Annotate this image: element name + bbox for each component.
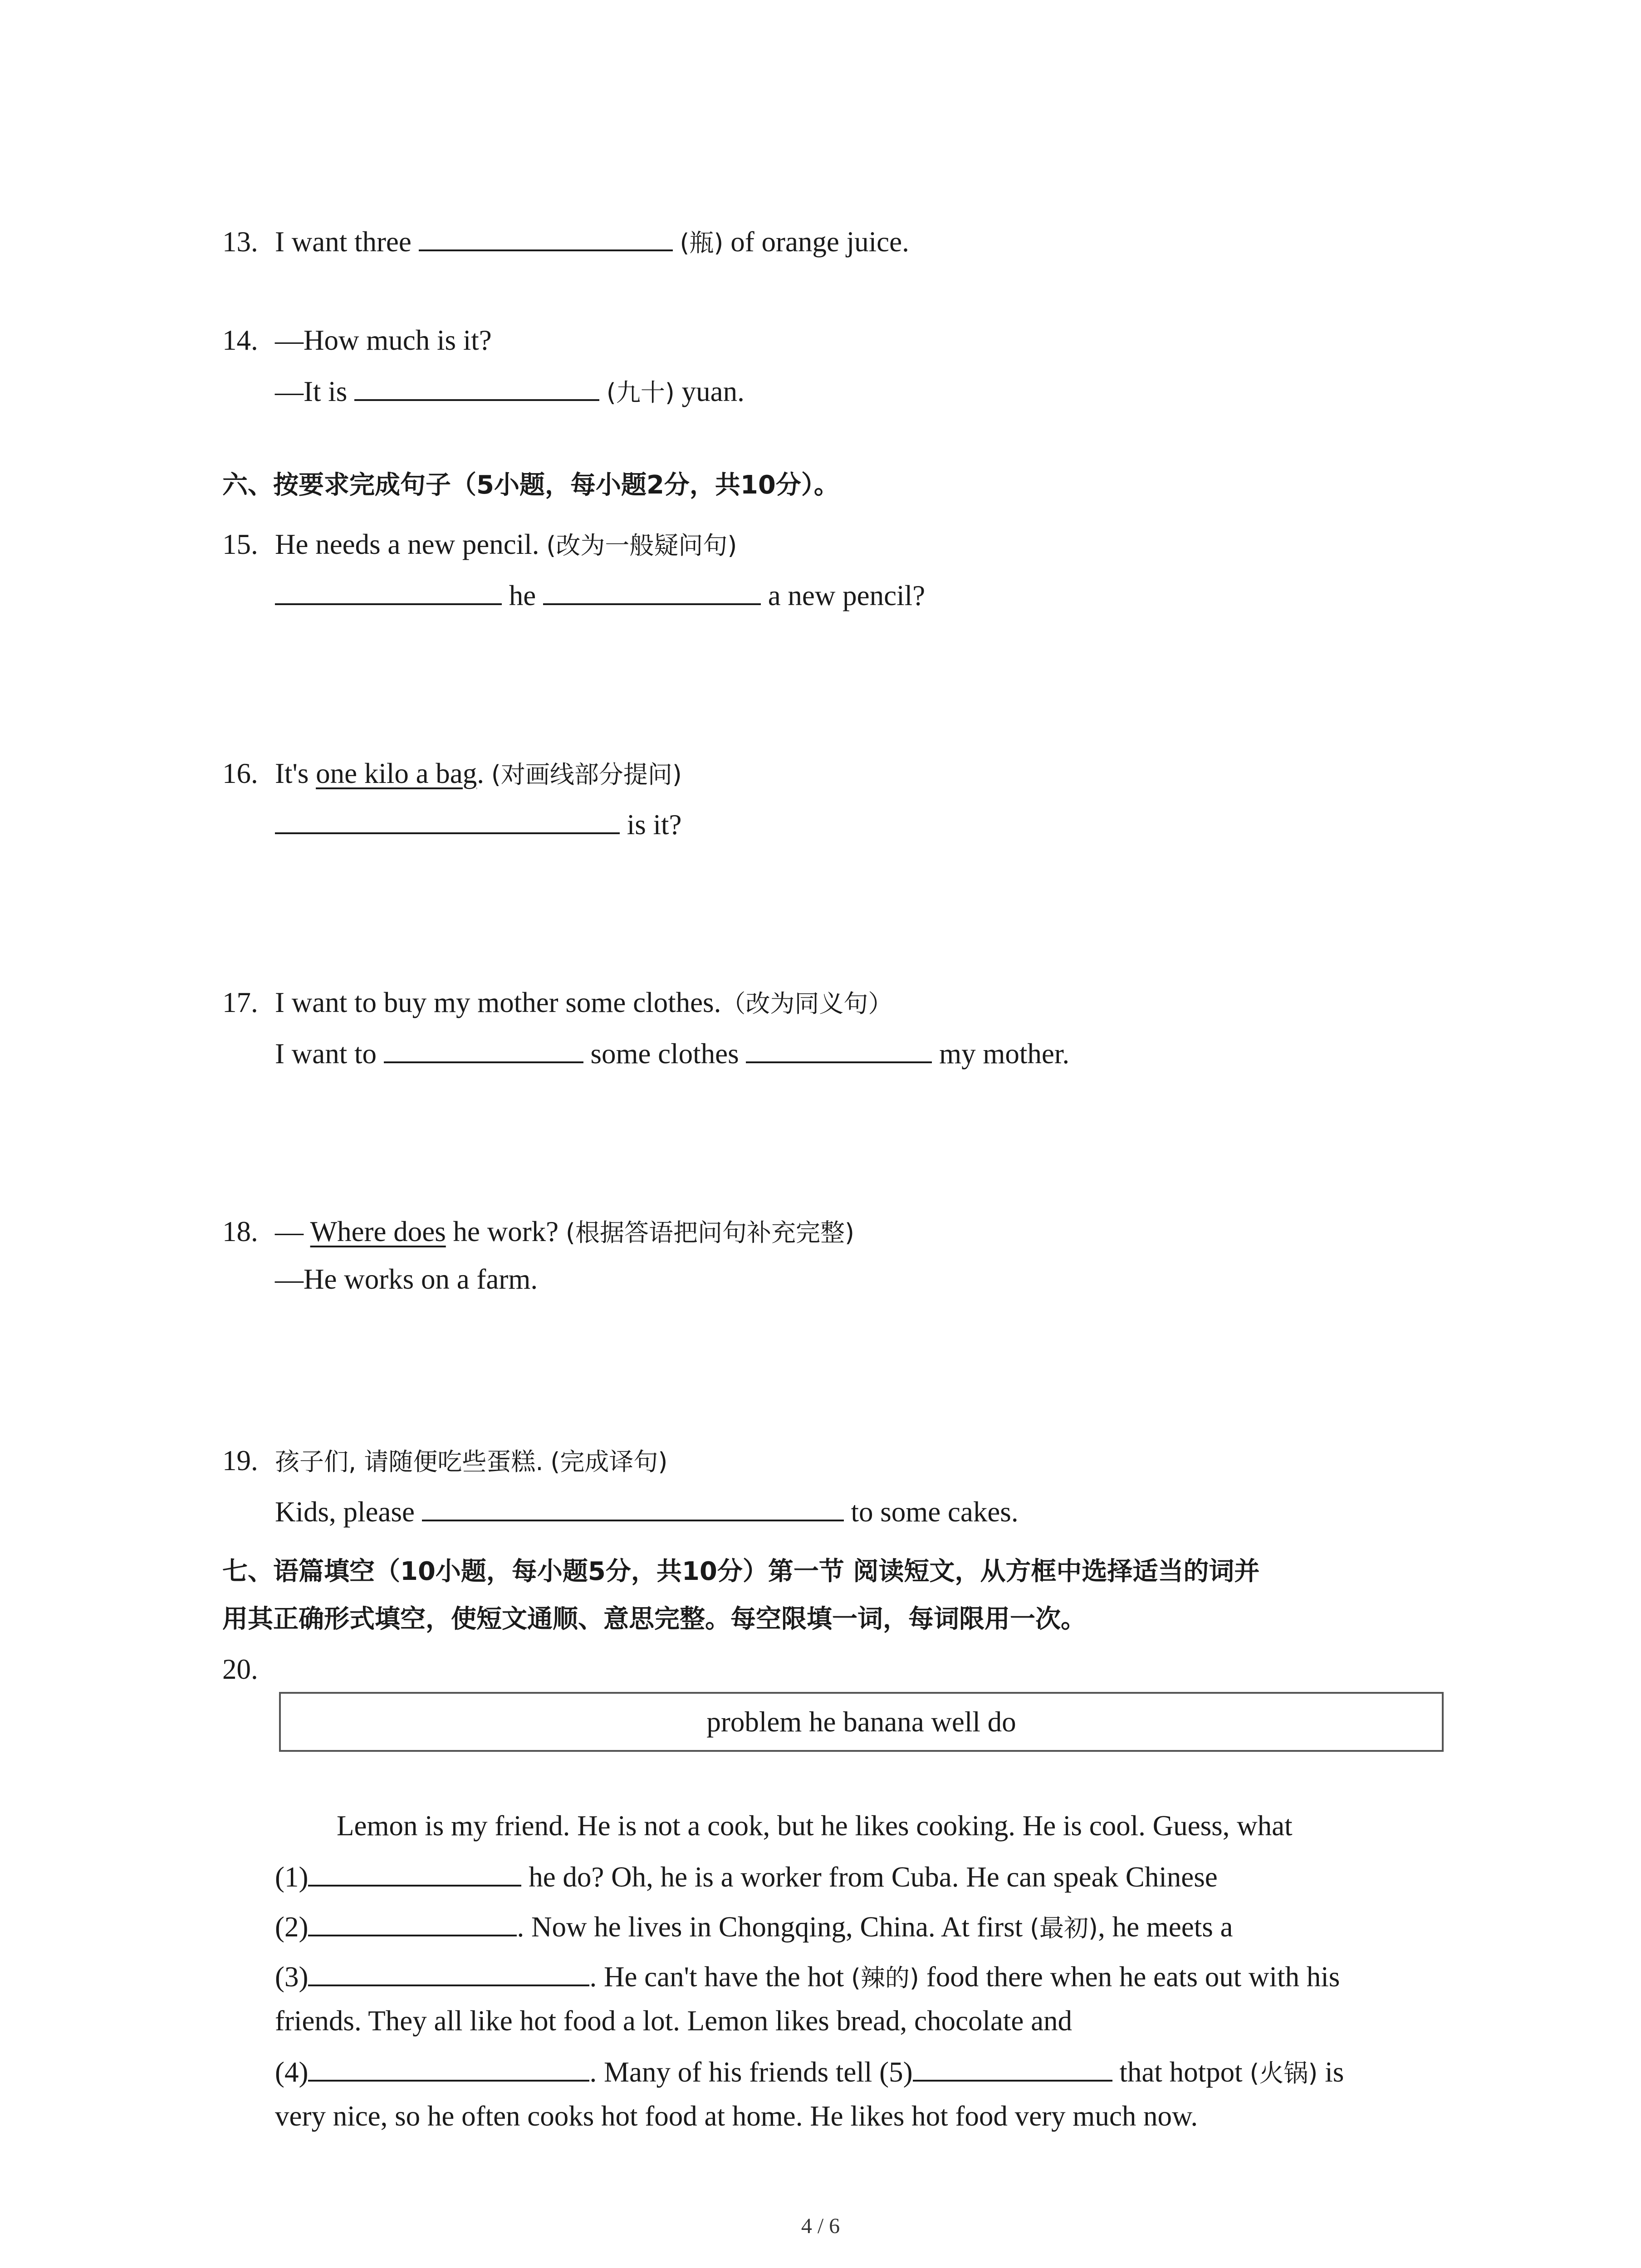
question-text: .	[477, 758, 485, 789]
passage-line: friends. They all like hot food a lot. Lemon likes bread, chocolate and	[275, 2005, 1073, 2037]
question-text: a new pencil?	[768, 580, 926, 611]
chinese-sentence: 孩子们, 请随便吃些蛋糕.	[275, 1447, 544, 1476]
question-text: He needs a new pencil.	[275, 528, 539, 560]
hint-text: (瓶)	[680, 229, 724, 257]
page-number: 4 / 6	[801, 2214, 840, 2238]
hint-text: (辣的)	[851, 1964, 919, 1992]
hint-text: (完成译句)	[550, 1447, 668, 1476]
answer-blank[interactable]	[275, 805, 620, 834]
passage-text: . Many of his friends tell	[589, 2056, 880, 2088]
question-text: some clothes	[590, 1038, 739, 1070]
passage-line	[275, 2053, 1344, 2092]
answer-blank[interactable]	[913, 2053, 1112, 2082]
question-number: 14.	[222, 324, 258, 356]
question-17-answer	[275, 1034, 1069, 1072]
blank-label: (5)	[879, 2056, 913, 2088]
passage-text: that hotpot	[1112, 2056, 1250, 2088]
answer-blank[interactable]	[308, 1907, 517, 1936]
section-6-heading: 六、按要求完成句子（5小题，每小题2分，共10分）。	[222, 470, 839, 500]
blank-label: (1)	[275, 1861, 309, 1893]
question-text: I want to	[275, 1038, 377, 1070]
section-7-heading-line1: 七、语篇填空（10小题，每小题5分，共10分）第一节 阅读短文，从方框中选择适当的词并	[222, 1557, 1260, 1586]
blank-label: (3)	[275, 1961, 309, 1993]
hint-text: （改为同义句）	[721, 989, 893, 1018]
question-text: to some cakes.	[851, 1496, 1019, 1528]
answer-blank[interactable]	[308, 2053, 589, 2082]
question-number: 13.	[222, 226, 258, 258]
answer-blank[interactable]	[419, 222, 673, 251]
word-box	[279, 1692, 1444, 1752]
question-text: —	[275, 1216, 310, 1247]
section-7-heading-line2: 用其正确形式填空，使短文通顺、意思完整。每空限填一词，每词限用一次。	[222, 1604, 1086, 1634]
question-13	[222, 222, 909, 261]
passage-line	[275, 1857, 1218, 1895]
answer-blank[interactable]	[308, 1957, 589, 1986]
blank-label: (2)	[275, 1911, 309, 1943]
answer-blank[interactable]	[308, 1857, 521, 1887]
question-number: 16.	[222, 758, 258, 789]
question-18	[222, 1213, 854, 1251]
passage-line	[275, 1907, 1233, 1946]
answer-blank[interactable]	[275, 576, 502, 605]
passage-text: . Now he lives in Chongqing, China. At first	[517, 1911, 1030, 1943]
answer-blank[interactable]	[543, 576, 761, 605]
question-number: 18.	[222, 1216, 258, 1247]
question-text: —How much is it?	[275, 324, 492, 356]
passage-line: Lemon is my friend. He is not a cook, but he likes cooking. He is cool. Guess, what	[337, 1810, 1293, 1842]
underlined-text: Where does	[310, 1216, 446, 1247]
question-text: I want to buy my mother some clothes.	[275, 987, 721, 1018]
question-19-answer	[275, 1492, 1019, 1530]
hint-text: (最初)	[1029, 1914, 1098, 1942]
question-text: —It is	[275, 376, 348, 407]
question-15-answer	[275, 576, 925, 614]
answer-blank[interactable]	[746, 1034, 932, 1063]
question-19	[222, 1442, 667, 1480]
question-text: my mother.	[939, 1038, 1070, 1070]
question-text: he work?	[446, 1216, 559, 1247]
hint-text: (根据答语把问句补充完整)	[565, 1218, 855, 1247]
question-14	[222, 322, 492, 358]
question-16	[222, 755, 682, 793]
answer-blank[interactable]	[422, 1492, 844, 1521]
question-number: 17.	[222, 987, 258, 1018]
hint-text: (改为一般疑问句)	[546, 531, 737, 560]
question-text: I want three	[275, 226, 411, 258]
question-16-answer	[275, 805, 682, 843]
passage-text: . He can't have the hot	[589, 1961, 851, 1993]
passage-line	[275, 1957, 1340, 1996]
question-text: is it?	[627, 809, 682, 841]
answer-blank[interactable]	[384, 1034, 583, 1063]
hint-text: (对画线部分提问)	[491, 760, 682, 789]
passage-text: food there when he eats out with his	[919, 1961, 1340, 1993]
passage-text: is	[1318, 2056, 1344, 2088]
question-number: 15.	[222, 528, 258, 560]
question-text: of orange juice.	[723, 226, 909, 258]
hint-text: (九十)	[606, 378, 675, 407]
passage-text: he do? Oh, he is a worker from Cuba. He can speak Chinese	[521, 1861, 1218, 1893]
question-text: yuan.	[674, 376, 745, 407]
question-text: It's	[275, 758, 316, 789]
underlined-text: one kilo a bag	[316, 758, 477, 789]
passage-line: very nice, so he often cooks hot food at home. He likes hot food very much now.	[275, 2100, 1198, 2132]
question-17	[222, 984, 892, 1022]
answer-blank[interactable]	[354, 372, 599, 401]
word-bank: problem he banana well do	[706, 1706, 1016, 1738]
question-number: 19.	[222, 1445, 258, 1476]
question-number: 20.	[222, 1653, 258, 1685]
question-15	[222, 526, 737, 564]
question-14-answer	[275, 372, 745, 411]
question-text: he	[509, 580, 536, 611]
question-text: Kids, please	[275, 1496, 415, 1528]
hint-text: (火锅)	[1249, 2059, 1318, 2087]
passage-text: , he meets a	[1098, 1911, 1233, 1943]
blank-label: (4)	[275, 2056, 309, 2088]
question-18-answer: —He works on a farm.	[275, 1263, 538, 1295]
